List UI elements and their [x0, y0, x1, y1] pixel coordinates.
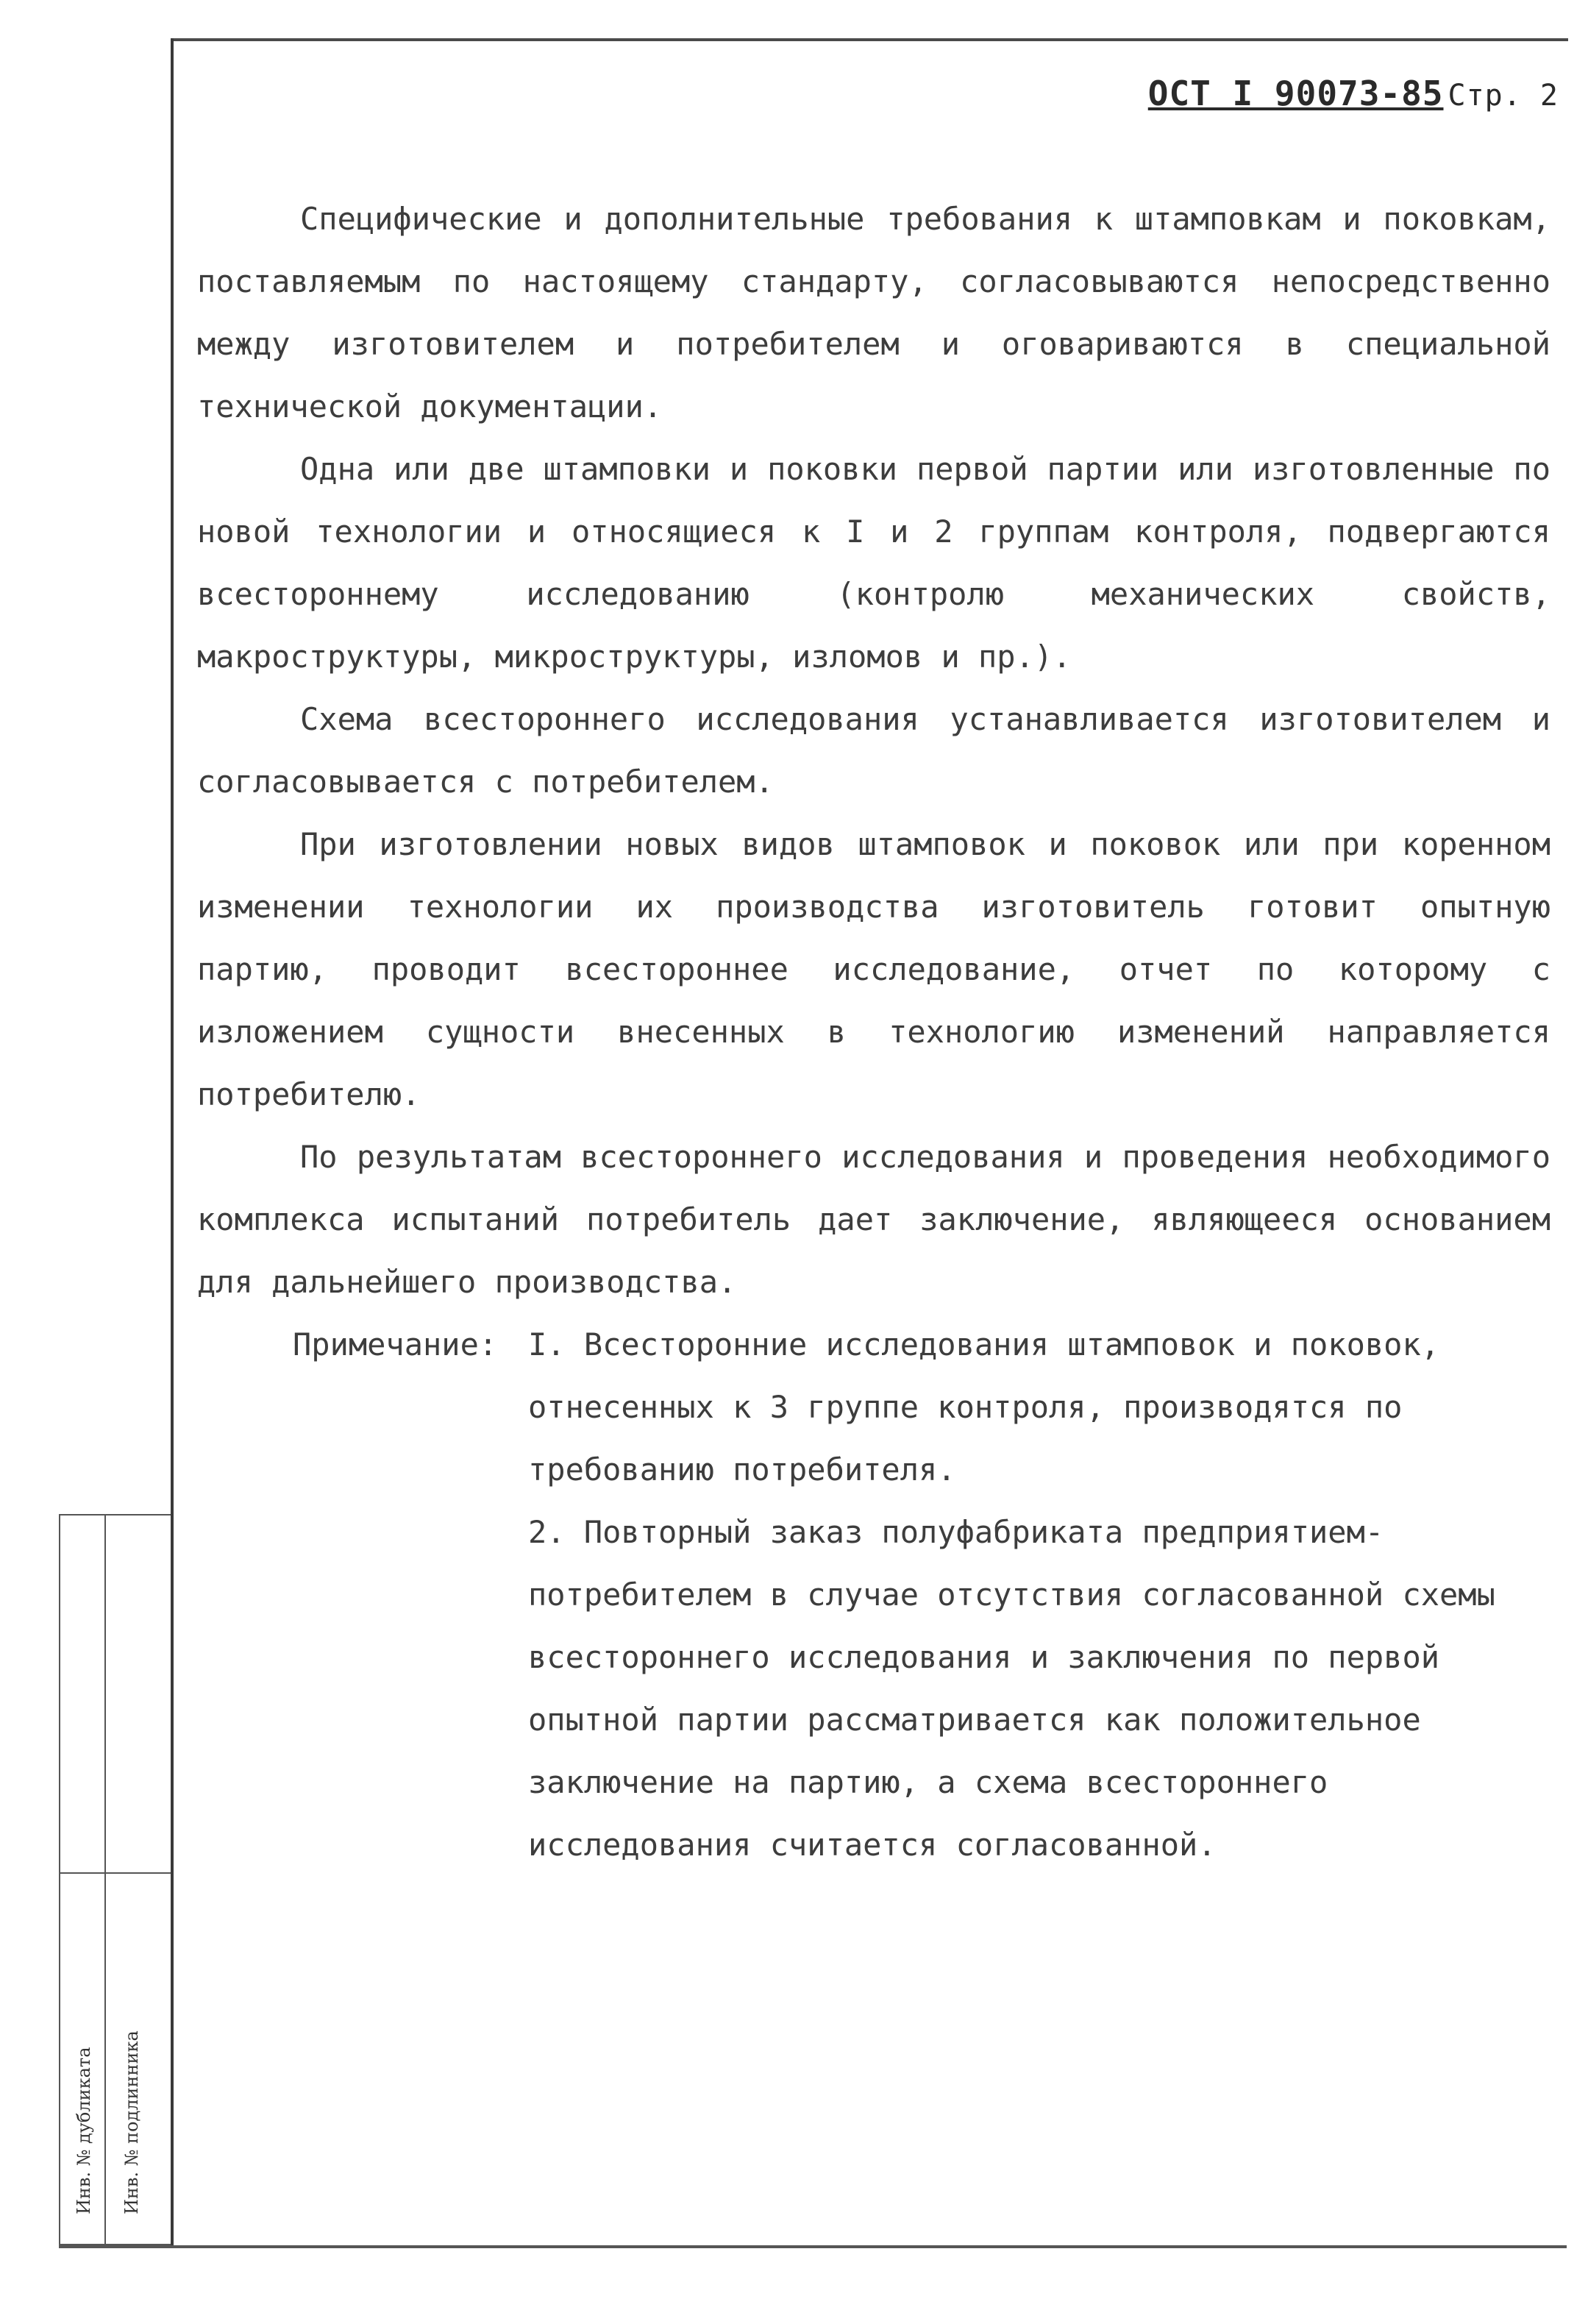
duplicate-inventory-label: Инв. № дубликата: [74, 2047, 94, 2214]
note-items: [528, 1313, 1550, 1876]
page-number: Стр. 2: [1448, 79, 1559, 113]
document-header: [1148, 74, 1559, 113]
paragraph-requirements: Специфические и дополнительные требования к штамповкам и поковкам, поставляемым по настоящему стандарту, согласовываются непосредственно между изготовителем и потребителем и оговариваются в специальной технической документации.: [197, 201, 1550, 424]
standard-code: ОСТ I 90073-85: [1147, 74, 1444, 113]
note-block: [197, 1313, 1550, 1876]
frame-top-line: [171, 38, 1568, 41]
paragraph-scheme: Схема всестороннего исследования устанавливается изготовителем и согласовывается с потребителем.: [197, 701, 1550, 800]
original-inventory-label: Инв. № подлинника: [121, 2030, 142, 2214]
note-item-1: I. Всесторонние исследования штамповок и поковок, отнесенных к 3 группе контроля, производятся по требованию потребителя.: [528, 1326, 1440, 1488]
paragraph-results: По результатам всестороннего исследования и проведения необходимого комплекса испытаний потребитель дает заключение, являющееся основанием для дальнейшего производства.: [197, 1139, 1550, 1300]
document-body: [197, 188, 1550, 1876]
note-item-2: 2. Повторный заказ полуфабриката предприятием-потребителем в случае отсутствия согласованной схемы всестороннего исследования и заключения по первой опытной партии рассматривается как положительное заключение на партию, а схема всестороннего исследования считается согласованной.: [528, 1514, 1495, 1863]
frame-bottom-line: [59, 2245, 1567, 2248]
note-label: Примечание:: [293, 1326, 498, 1362]
paragraph-new-types: При изготовлении новых видов штамповок и поковок или при коренном изменении технологии их производства изготовитель готовит опытную партию, проводит всестороннее исследование, отчет по которому с изложением сущности внесенных в технологию изменений направляется потребителю.: [197, 826, 1550, 1112]
paragraph-first-batch: Одна или две штамповки и поковки первой партии или изготовленные по новой технологии и относящиеся к I и 2 группам контроля, подвергаются всестороннему исследованию (контролю механических свойств, макроструктуры, микроструктуры, изломов и пр.).: [197, 451, 1550, 675]
frame-left-line: [171, 38, 174, 2245]
